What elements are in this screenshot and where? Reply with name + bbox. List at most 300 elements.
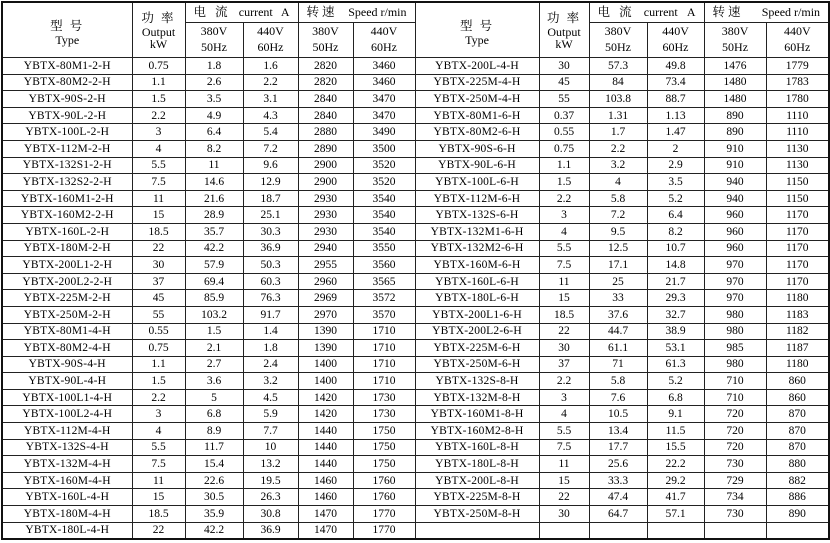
cell-current-380v-left: 1.8 [185, 58, 243, 75]
cell-current-440v-right: 73.4 [647, 74, 704, 91]
cell-current-380v-right: 10.5 [589, 406, 647, 423]
table-row [2, 389, 829, 406]
cell-current-380v-left: 8.9 [185, 423, 243, 440]
cell-output-kw-left: 0.75 [132, 58, 185, 75]
header-power-zh: 功 率 [546, 11, 582, 26]
cell-type-left: YBTX-225M-2-H [2, 290, 132, 307]
cell-output-kw-right: 1.5 [539, 174, 589, 191]
cell-speed-440v-right: 1170 [766, 207, 829, 224]
cell-speed-440v-left: 1730 [353, 406, 415, 423]
cell-speed-380v-right: 980 [704, 356, 766, 373]
table-row [2, 124, 829, 141]
table-row [2, 306, 829, 323]
cell-current-380v-right: 103.8 [589, 91, 647, 108]
cell-current-380v-left: 8.2 [185, 140, 243, 157]
cell-output-kw-right: 5.5 [539, 240, 589, 257]
cell-speed-380v-right: 960 [704, 240, 766, 257]
cell-speed-440v-left: 1710 [353, 323, 415, 340]
cell-output-kw-right: 22 [539, 489, 589, 506]
cell-current-380v-right: 44.7 [589, 323, 647, 340]
header-power-unit: kW [555, 37, 573, 52]
table-row [2, 58, 829, 75]
cell-output-kw-left: 11 [132, 190, 185, 207]
cell-speed-440v-left: 3470 [353, 107, 415, 124]
cell-output-kw-right: 37 [539, 356, 589, 373]
header-speed-zh: 转速 [712, 5, 744, 20]
cell-speed-440v-right: 1150 [766, 174, 829, 191]
cell-speed-440v-right: 1110 [766, 107, 829, 124]
cell-current-440v-right: 53.1 [647, 340, 704, 357]
cell-speed-440v-left: 1750 [353, 423, 415, 440]
cell-speed-380v-left: 1460 [298, 489, 353, 506]
cell-type-left: YBTX-112M-4-H [2, 423, 132, 440]
cell-current-440v-right: 61.3 [647, 356, 704, 373]
table-row [2, 91, 829, 108]
cell-current-380v-right: 47.4 [589, 489, 647, 506]
header-speed-en: Speed r/min [761, 4, 821, 19]
cell-current-440v-left: 30.3 [243, 223, 298, 240]
table-row [2, 489, 829, 506]
cell-speed-440v-right: 1780 [766, 91, 829, 108]
cell-speed-440v-right: 860 [766, 373, 829, 390]
header-type-en: Type [55, 32, 80, 47]
cell-output-kw-right: 3 [539, 389, 589, 406]
cell-output-kw-left: 15 [132, 489, 185, 506]
cell-speed-440v-left: 1770 [353, 506, 415, 523]
cell-speed-440v-left: 1730 [353, 389, 415, 406]
cell-current-440v-left: 3.2 [243, 373, 298, 390]
cell-current-440v-left: 9.6 [243, 157, 298, 174]
cell-speed-380v-left: 1470 [298, 506, 353, 523]
header-power-zh: 功 率 [141, 11, 176, 26]
cell-output-kw-right: 1.1 [539, 157, 589, 174]
cell-current-380v-left: 28.9 [185, 207, 243, 224]
cell-type-right: YBTX-200L-4-H [415, 58, 539, 75]
cell-speed-380v-right: 730 [704, 456, 766, 473]
cell-speed-440v-right: 1170 [766, 273, 829, 290]
cell-speed-380v-right: 985 [704, 340, 766, 357]
cell-current-380v-right [589, 522, 647, 539]
cell-current-380v-right: 5.8 [589, 373, 647, 390]
cell-speed-440v-left: 3520 [353, 174, 415, 191]
header-current-en: current [643, 4, 678, 19]
cell-current-380v-left: 11.7 [185, 439, 243, 456]
header-type-right [415, 2, 539, 58]
cell-speed-440v-right: 1180 [766, 290, 829, 307]
cell-current-440v-right: 21.7 [647, 273, 704, 290]
header-current-zh: 电 流 [193, 5, 231, 20]
cell-output-kw-left: 0.55 [132, 323, 185, 340]
cell-current-440v-left: 1.6 [243, 58, 298, 75]
header-440v-60hz-speed-left: 440V 60Hz [353, 23, 415, 58]
cell-type-left: YBTX-132S-4-H [2, 439, 132, 456]
cell-current-380v-left: 11 [185, 157, 243, 174]
cell-output-kw-left: 22 [132, 240, 185, 257]
cell-current-380v-left: 30.5 [185, 489, 243, 506]
header-current-en: current [238, 4, 273, 19]
cell-current-380v-right: 33.3 [589, 472, 647, 489]
cell-speed-380v-left: 1470 [298, 522, 353, 539]
cell-type-left: YBTX-160L-2-H [2, 223, 132, 240]
cell-current-380v-left: 103.2 [185, 306, 243, 323]
cell-current-440v-right: 2.9 [647, 157, 704, 174]
header-type-zh: 型 号 [459, 19, 495, 34]
cell-type-right: YBTX-180L-8-H [415, 456, 539, 473]
table-row [2, 356, 829, 373]
cell-current-380v-left: 6.8 [185, 406, 243, 423]
cell-type-left: YBTX-80M1-4-H [2, 323, 132, 340]
cell-speed-440v-left: 1760 [353, 472, 415, 489]
cell-current-440v-left: 50.3 [243, 257, 298, 274]
cell-output-kw-left: 18.5 [132, 223, 185, 240]
cell-speed-440v-right: 880 [766, 456, 829, 473]
cell-type-left: YBTX-250M-2-H [2, 306, 132, 323]
cell-current-380v-right: 9.5 [589, 223, 647, 240]
cell-type-left: YBTX-90S-2-H [2, 91, 132, 108]
cell-current-380v-left: 35.9 [185, 506, 243, 523]
cell-current-380v-left: 2.1 [185, 340, 243, 357]
header-type-zh: 型 号 [50, 19, 85, 34]
cell-speed-440v-right: 1110 [766, 124, 829, 141]
cell-output-kw-left: 30 [132, 257, 185, 274]
cell-type-right: YBTX-250M-6-H [415, 356, 539, 373]
cell-current-380v-right: 3.2 [589, 157, 647, 174]
table-row [2, 207, 829, 224]
cell-current-380v-right: 1.31 [589, 107, 647, 124]
cell-current-380v-left: 4.9 [185, 107, 243, 124]
cell-speed-380v-left: 2840 [298, 91, 353, 108]
cell-output-kw-left: 3 [132, 406, 185, 423]
header-power-left [132, 2, 185, 58]
cell-speed-440v-right: 1170 [766, 240, 829, 257]
cell-speed-380v-left: 1460 [298, 472, 353, 489]
table-row [2, 240, 829, 257]
cell-type-left: YBTX-90L-4-H [2, 373, 132, 390]
cell-speed-380v-right: 970 [704, 257, 766, 274]
cell-type-left: YBTX-90S-4-H [2, 356, 132, 373]
header-speed-left [298, 2, 415, 23]
cell-output-kw-right: 15 [539, 472, 589, 489]
cell-current-440v-right: 10.7 [647, 240, 704, 257]
cell-type-left: YBTX-200L1-2-H [2, 257, 132, 274]
header-current-left [185, 2, 298, 23]
cell-current-440v-left: 26.3 [243, 489, 298, 506]
cell-type-right: YBTX-225M-6-H [415, 340, 539, 357]
cell-speed-440v-left: 3470 [353, 91, 415, 108]
cell-current-380v-right: 84 [589, 74, 647, 91]
cell-output-kw-right: 22 [539, 323, 589, 340]
header-current-unit: A [686, 4, 696, 19]
cell-speed-380v-right: 890 [704, 107, 766, 124]
cell-speed-440v-right: 890 [766, 506, 829, 523]
table-row [2, 74, 829, 91]
cell-output-kw-right: 45 [539, 74, 589, 91]
cell-speed-440v-right: 1182 [766, 323, 829, 340]
cell-speed-440v-left: 1710 [353, 356, 415, 373]
cell-output-kw-right: 55 [539, 91, 589, 108]
cell-current-440v-left: 5.9 [243, 406, 298, 423]
cell-speed-440v-right [766, 522, 829, 539]
cell-speed-440v-right: 1180 [766, 356, 829, 373]
cell-current-380v-left: 6.4 [185, 124, 243, 141]
cell-speed-380v-right: 1480 [704, 74, 766, 91]
table-row [2, 190, 829, 207]
cell-type-right: YBTX-100L-6-H [415, 174, 539, 191]
cell-type-right: YBTX-132S-8-H [415, 373, 539, 390]
cell-current-380v-right: 33 [589, 290, 647, 307]
cell-type-left: YBTX-132S1-2-H [2, 157, 132, 174]
cell-speed-380v-right: 710 [704, 373, 766, 390]
cell-speed-380v-right: 720 [704, 406, 766, 423]
cell-output-kw-right: 30 [539, 340, 589, 357]
cell-current-380v-left: 21.6 [185, 190, 243, 207]
cell-current-380v-right: 25.6 [589, 456, 647, 473]
cell-current-380v-left: 42.2 [185, 240, 243, 257]
cell-current-440v-right: 49.8 [647, 58, 704, 75]
header-440v-60hz-speed-right: 440V 60Hz [766, 23, 829, 58]
cell-output-kw-left: 1.5 [132, 91, 185, 108]
cell-current-380v-left: 15.4 [185, 456, 243, 473]
cell-current-380v-left: 2.6 [185, 74, 243, 91]
cell-current-440v-right: 57.1 [647, 506, 704, 523]
cell-type-right: YBTX-250M-8-H [415, 506, 539, 523]
cell-current-380v-right: 57.3 [589, 58, 647, 75]
cell-current-440v-right: 29.3 [647, 290, 704, 307]
cell-type-right: YBTX-160L-8-H [415, 439, 539, 456]
cell-type-left: YBTX-80M1-2-H [2, 58, 132, 75]
cell-output-kw-right: 0.75 [539, 140, 589, 157]
cell-output-kw-left: 2.2 [132, 389, 185, 406]
cell-type-right: YBTX-90L-6-H [415, 157, 539, 174]
cell-current-380v-left: 5 [185, 389, 243, 406]
cell-current-440v-left: 18.7 [243, 190, 298, 207]
cell-speed-440v-left: 3540 [353, 207, 415, 224]
header-speed-right [704, 2, 829, 23]
cell-current-440v-right: 29.2 [647, 472, 704, 489]
cell-speed-440v-left: 3550 [353, 240, 415, 257]
table-row [2, 273, 829, 290]
table-row [2, 439, 829, 456]
cell-speed-440v-left: 3565 [353, 273, 415, 290]
cell-speed-380v-left: 2840 [298, 107, 353, 124]
cell-speed-440v-right: 882 [766, 472, 829, 489]
cell-current-380v-right: 61.1 [589, 340, 647, 357]
cell-current-440v-right: 88.7 [647, 91, 704, 108]
cell-current-380v-right: 64.7 [589, 506, 647, 523]
table-row [2, 257, 829, 274]
cell-type-left: YBTX-200L2-2-H [2, 273, 132, 290]
header-speed-zh: 转速 [306, 5, 338, 20]
cell-output-kw-right: 15 [539, 290, 589, 307]
header-380v-50hz-current-right: 380V 50Hz [589, 23, 647, 58]
cell-current-380v-right: 71 [589, 356, 647, 373]
cell-current-380v-right: 25 [589, 273, 647, 290]
table-row [2, 340, 829, 357]
cell-current-440v-left: 36.9 [243, 240, 298, 257]
cell-current-440v-right [647, 522, 704, 539]
cell-current-440v-right: 2 [647, 140, 704, 157]
cell-speed-440v-right: 1130 [766, 140, 829, 157]
cell-output-kw-left: 1.1 [132, 356, 185, 373]
cell-speed-380v-left: 1400 [298, 356, 353, 373]
cell-current-380v-left: 85.9 [185, 290, 243, 307]
cell-speed-380v-right: 734 [704, 489, 766, 506]
cell-current-380v-right: 17.1 [589, 257, 647, 274]
cell-current-440v-left: 13.2 [243, 456, 298, 473]
table-row [2, 456, 829, 473]
header-current-zh: 电 流 [597, 5, 635, 20]
cell-speed-440v-left: 1710 [353, 373, 415, 390]
cell-output-kw-right: 5.5 [539, 423, 589, 440]
header-type-left [2, 2, 132, 58]
cell-current-380v-left: 1.5 [185, 323, 243, 340]
cell-speed-440v-left: 3500 [353, 140, 415, 157]
header-current-right [589, 2, 704, 23]
cell-speed-440v-left: 3540 [353, 190, 415, 207]
cell-speed-380v-left: 2930 [298, 207, 353, 224]
cell-type-right: YBTX-80M1-6-H [415, 107, 539, 124]
cell-output-kw-right: 11 [539, 273, 589, 290]
cell-speed-380v-left: 2930 [298, 223, 353, 240]
cell-speed-380v-right: 910 [704, 140, 766, 157]
cell-speed-440v-left: 3560 [353, 257, 415, 274]
cell-current-440v-left: 19.5 [243, 472, 298, 489]
cell-output-kw-left: 22 [132, 522, 185, 539]
cell-current-440v-right: 38.9 [647, 323, 704, 340]
header-speed-en: Speed r/min [348, 4, 407, 19]
cell-output-kw-right: 30 [539, 58, 589, 75]
cell-current-440v-left: 25.1 [243, 207, 298, 224]
cell-current-440v-right: 1.13 [647, 107, 704, 124]
cell-type-left: YBTX-160M2-2-H [2, 207, 132, 224]
cell-output-kw-left: 5.5 [132, 439, 185, 456]
cell-speed-440v-left: 1750 [353, 439, 415, 456]
cell-current-440v-left: 10 [243, 439, 298, 456]
cell-output-kw-left: 2.2 [132, 107, 185, 124]
cell-current-440v-right: 41.7 [647, 489, 704, 506]
cell-speed-380v-right: 980 [704, 323, 766, 340]
cell-speed-440v-right: 860 [766, 389, 829, 406]
cell-output-kw-right: 18.5 [539, 306, 589, 323]
cell-speed-380v-right: 910 [704, 157, 766, 174]
cell-current-440v-left: 36.9 [243, 522, 298, 539]
cell-speed-380v-left: 1390 [298, 323, 353, 340]
cell-output-kw-right: 2.2 [539, 190, 589, 207]
cell-speed-380v-left: 2970 [298, 306, 353, 323]
cell-current-380v-left: 14.6 [185, 174, 243, 191]
cell-type-right: YBTX-225M-4-H [415, 74, 539, 91]
cell-speed-380v-left: 1420 [298, 389, 353, 406]
cell-current-380v-right: 4 [589, 174, 647, 191]
cell-type-left: YBTX-180M-2-H [2, 240, 132, 257]
cell-current-380v-right: 12.5 [589, 240, 647, 257]
cell-speed-380v-right: 940 [704, 174, 766, 191]
cell-current-440v-left: 5.4 [243, 124, 298, 141]
cell-speed-440v-right: 1150 [766, 190, 829, 207]
cell-type-left: YBTX-160M-4-H [2, 472, 132, 489]
cell-output-kw-left: 15 [132, 207, 185, 224]
cell-current-440v-right: 1.47 [647, 124, 704, 141]
cell-current-440v-right: 15.5 [647, 439, 704, 456]
cell-current-380v-left: 69.4 [185, 273, 243, 290]
cell-speed-440v-right: 1779 [766, 58, 829, 75]
cell-speed-380v-left: 1440 [298, 456, 353, 473]
cell-speed-440v-right: 1130 [766, 157, 829, 174]
cell-current-440v-left: 91.7 [243, 306, 298, 323]
cell-speed-440v-right: 870 [766, 406, 829, 423]
cell-type-right: YBTX-132S-6-H [415, 207, 539, 224]
cell-speed-380v-right: 970 [704, 273, 766, 290]
cell-current-440v-left: 12.9 [243, 174, 298, 191]
cell-type-left: YBTX-112M-2-H [2, 140, 132, 157]
cell-type-right: YBTX-160M2-8-H [415, 423, 539, 440]
cell-current-440v-right: 6.8 [647, 389, 704, 406]
header-power-en: Output [547, 24, 581, 39]
header-power-en: Output [141, 24, 176, 39]
cell-current-440v-left: 2.2 [243, 74, 298, 91]
cell-type-right: YBTX-225M-8-H [415, 489, 539, 506]
cell-output-kw-right: 0.55 [539, 124, 589, 141]
cell-output-kw-left: 11 [132, 472, 185, 489]
cell-type-left: YBTX-160L-4-H [2, 489, 132, 506]
cell-current-380v-left: 35.7 [185, 223, 243, 240]
cell-current-440v-left: 1.4 [243, 323, 298, 340]
cell-output-kw-right: 7.5 [539, 257, 589, 274]
table-header [2, 2, 829, 58]
table-row [2, 373, 829, 390]
cell-speed-380v-left: 2890 [298, 140, 353, 157]
cell-speed-380v-right: 960 [704, 207, 766, 224]
cell-current-440v-right: 6.4 [647, 207, 704, 224]
cell-type-right: YBTX-160L-6-H [415, 273, 539, 290]
cell-current-440v-left: 7.2 [243, 140, 298, 157]
table-row [2, 522, 829, 539]
cell-speed-380v-left: 2930 [298, 190, 353, 207]
header-type-en: Type [465, 32, 489, 47]
cell-type-right: YBTX-180L-6-H [415, 290, 539, 307]
cell-type-right: YBTX-160M-6-H [415, 257, 539, 274]
cell-speed-440v-right: 1783 [766, 74, 829, 91]
cell-type-left: YBTX-90L-2-H [2, 107, 132, 124]
cell-speed-440v-right: 870 [766, 423, 829, 440]
cell-current-440v-right: 9.1 [647, 406, 704, 423]
table-row [2, 223, 829, 240]
table-body [2, 58, 829, 540]
cell-speed-380v-left: 2900 [298, 174, 353, 191]
cell-speed-380v-left: 1390 [298, 340, 353, 357]
cell-speed-440v-left: 1770 [353, 522, 415, 539]
cell-type-left: YBTX-100L1-4-H [2, 389, 132, 406]
table-row [2, 107, 829, 124]
cell-type-right: YBTX-132M2-6-H [415, 240, 539, 257]
cell-type-left: YBTX-180L-4-H [2, 522, 132, 539]
cell-current-380v-right: 7.2 [589, 207, 647, 224]
header-power-unit: kW [149, 37, 168, 52]
cell-type-right: YBTX-200L1-6-H [415, 306, 539, 323]
cell-speed-440v-left: 1760 [353, 489, 415, 506]
table-row [2, 174, 829, 191]
cell-current-380v-right: 17.7 [589, 439, 647, 456]
cell-type-left: YBTX-180M-4-H [2, 506, 132, 523]
cell-speed-380v-left: 1440 [298, 439, 353, 456]
cell-current-440v-left: 4.3 [243, 107, 298, 124]
table-row [2, 506, 829, 523]
cell-speed-440v-left: 1750 [353, 456, 415, 473]
table-row [2, 290, 829, 307]
cell-current-440v-right: 11.5 [647, 423, 704, 440]
cell-current-440v-right: 5.2 [647, 190, 704, 207]
cell-speed-380v-right: 710 [704, 389, 766, 406]
